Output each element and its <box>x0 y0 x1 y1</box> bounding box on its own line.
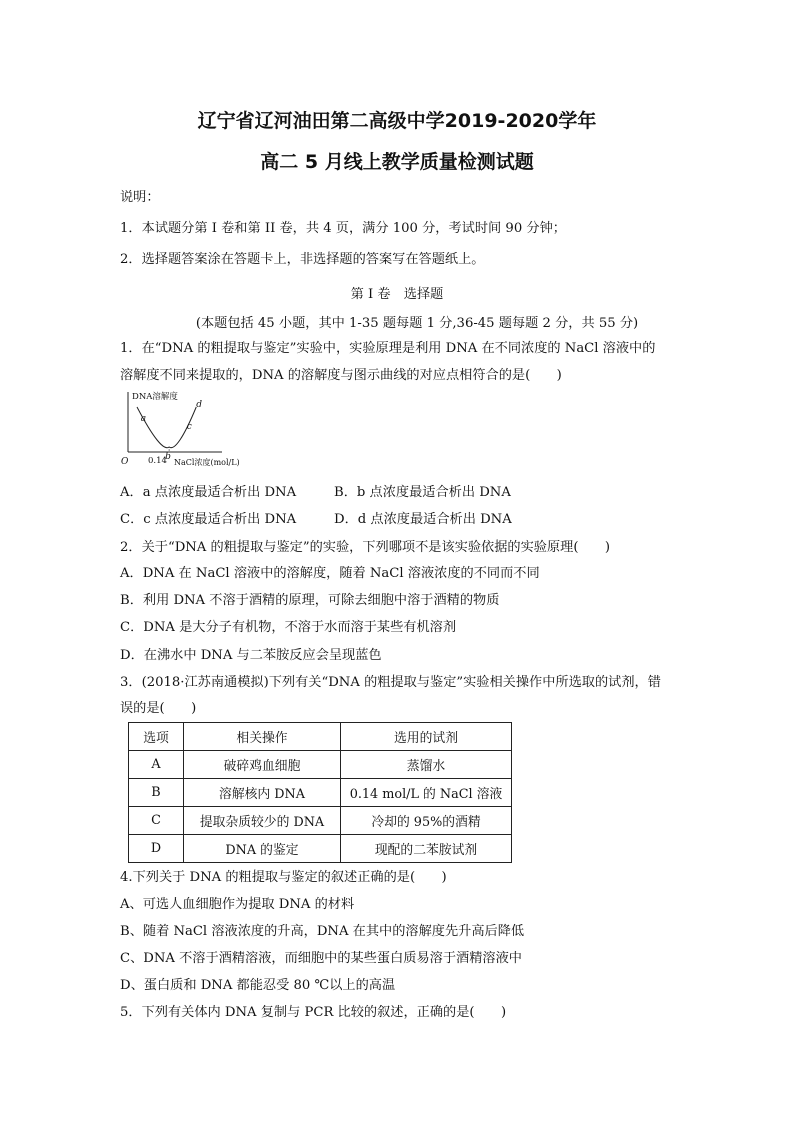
origin-label: O <box>121 457 129 467</box>
section-note: (本题包括 45 小题，其中 1-35 题每题 1 分,36-45 题每题 2 分，共 55 分) <box>195 316 639 331</box>
q2-option-d: D．在沸水中 DNA 与二苯胺反应会呈现蓝色 <box>120 648 382 663</box>
page-title-line-2: 高二 5 月线上教学质量检测试题 <box>260 151 534 173</box>
table-cell: 提取杂质较少的 DNA <box>184 807 341 835</box>
q1-stem-line-2: 溶解度不同来提取的，DNA 的溶解度与图示曲线的对应点相符合的是( ) <box>120 368 562 383</box>
table-cell: B <box>129 779 184 807</box>
q1-option-b: B．b 点浓度最适合析出 DNA <box>334 485 511 500</box>
table-cell: D <box>129 835 184 863</box>
table-cell: C <box>129 807 184 835</box>
table-header-cell: 选项 <box>129 723 184 751</box>
y-axis-label: DNA溶解度 <box>132 392 178 402</box>
q2-option-c: C．DNA 是大分子有机物，不溶于水而溶于某些有机溶剂 <box>120 620 457 635</box>
q5-stem: 5．下列有关体内 DNA 复制与 PCR 比较的叙述，正确的是( ) <box>120 1005 507 1020</box>
table-row <box>129 835 512 863</box>
q4-option-a: A、可选人血细胞作为提取 DNA 的材料 <box>120 897 355 912</box>
q1-stem-line-1: 1．在“DNA 的粗提取与鉴定”实验中，实验原理是利用 DNA 在不同浓度的 NaCl 溶液中的 <box>120 341 656 356</box>
table-cell: 0.14 mol/L 的 NaCl 溶液 <box>341 779 512 807</box>
q4-stem: 4.下列关于 DNA 的粗提取与鉴定的叙述正确的是( ) <box>120 870 447 885</box>
point-label-c: c <box>186 422 192 432</box>
q1-option-a: A．a 点浓度最适合析出 DNA <box>120 485 297 500</box>
point-label-b: b <box>165 452 171 462</box>
table-row <box>129 807 512 835</box>
table-cell: 蒸馏水 <box>341 751 512 779</box>
q1-option-c: C．c 点浓度最适合析出 DNA <box>120 512 297 527</box>
page-title-line-1: 辽宁省辽河油田第二高级中学2019-2020学年 <box>197 110 597 132</box>
q4-option-c: C、DNA 不溶于酒精溶液，而细胞中的某些蛋白质易溶于酒精溶液中 <box>120 951 522 966</box>
q2-stem: 2．关于“DNA 的粗提取与鉴定”的实验，下列哪项不是该实验依据的实验原理( ) <box>120 540 610 555</box>
table-row <box>129 751 512 779</box>
table-cell: 破碎鸡血细胞 <box>184 751 341 779</box>
q3-stem-line-2: 误的是( ) <box>120 701 197 716</box>
instruction-item: 1．本试题分第 I 卷和第 II 卷，共 4 页，满分 100 分，考试时间 90 分钟； <box>120 221 566 236</box>
q4-option-b: B、随着 NaCl 溶液浓度的升高，DNA 在其中的溶解度先升高后降低 <box>120 924 525 939</box>
table-cell: 冷却的 95%的酒精 <box>341 807 512 835</box>
table-cell: 溶解核内 DNA <box>184 779 341 807</box>
table-header-cell: 选用的试剂 <box>341 723 512 751</box>
q1-option-d: D．d 点浓度最适合析出 DNA <box>334 512 512 527</box>
x-axis-label: NaCl浓度(mol/L) <box>174 458 240 467</box>
q4-option-d: D、蛋白质和 DNA 都能忍受 80 ℃以上的高温 <box>120 978 396 993</box>
q2-option-a: A．DNA 在 NaCl 溶液中的溶解度，随着 NaCl 溶液浓度的不同而不同 <box>120 566 540 581</box>
q1-solubility-chart <box>118 388 258 470</box>
q2-option-b: B．利用 DNA 不溶于酒精的原理，可除去细胞中溶于酒精的物质 <box>120 593 500 608</box>
table-cell: 现配的二苯胺试剂 <box>341 835 512 863</box>
table-row <box>129 779 512 807</box>
table-cell: DNA 的鉴定 <box>184 835 341 863</box>
x-tick-label: 0.14 <box>148 456 167 466</box>
section-title: 第 I 卷 选择题 <box>350 287 444 302</box>
table-header-cell: 相关操作 <box>184 723 341 751</box>
q3-table <box>128 722 512 863</box>
instructions-label: 说明： <box>120 190 160 205</box>
point-label-a: a <box>140 414 147 424</box>
table-header-row <box>129 723 512 751</box>
point-label-d: d <box>196 400 203 410</box>
table-cell: A <box>129 751 184 779</box>
q3-stem-line-1: 3．(2018·江苏南通模拟)下列有关“DNA 的粗提取与鉴定”实验相关操作中所选取的试剂，错 <box>120 675 661 690</box>
instruction-item: 2．选择题答案涂在答题卡上，非选择题的答案写在答题纸上。 <box>120 252 485 267</box>
